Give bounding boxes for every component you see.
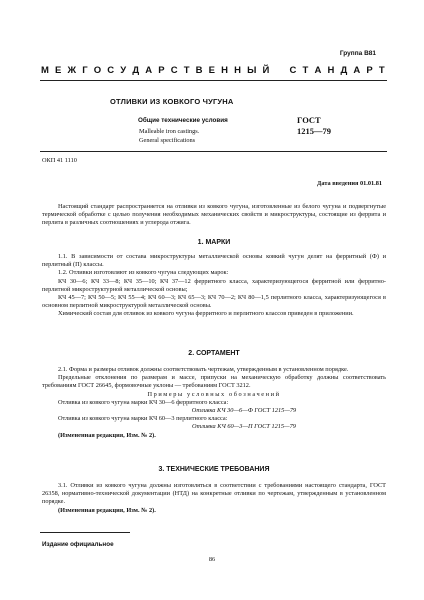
section2-edition-note: (Измененная редакция, Изм. № 2). [58, 431, 156, 439]
standard-letter: О [93, 65, 102, 76]
standard-letter: Н [221, 65, 228, 76]
standard-letter: Ы [247, 65, 257, 76]
standard-letter [275, 65, 283, 76]
section2-body [42, 366, 386, 440]
standard-letter: Р [366, 65, 373, 76]
examples-title: Примеры условных обозначений [147, 390, 281, 398]
section-heading-requirements: 3. ТЕХНИЧЕСКИЕ ТРЕБОВАНИЯ [158, 466, 270, 473]
english-title-line1: Malleable iron castings. [139, 128, 200, 135]
example-1-code: Отливка КЧ 30—6—Ф ГОСТ 1215—79 [191, 407, 297, 415]
standard-letter: С [170, 65, 178, 76]
standard-letter: Г [82, 65, 88, 76]
title-rule [40, 151, 387, 152]
top-rule [40, 80, 387, 81]
standard-letter: Т [183, 65, 190, 76]
paragraph-chem-composition: Химический состав для отливок из ковкого чугуна ферритного и перлитного классов приведен в приложении. [58, 310, 354, 318]
standard-letter: М [41, 65, 49, 76]
standard-letter: Р [158, 65, 165, 76]
paragraph-1-2: 1.2. Отливки изготовляют из ковкого чугуна следующих марок: [58, 269, 229, 277]
okp-code: ОКП 41 1110 [42, 157, 77, 164]
standard-letter: Й [262, 65, 270, 76]
document-title: ОТЛИВКИ ИЗ КОВКОГО ЧУГУНА [110, 97, 234, 106]
section3-body [42, 482, 386, 515]
standard-letter: Д [340, 65, 348, 76]
standard-letter: С [289, 65, 297, 76]
intro-date-label: Дата введения [317, 180, 359, 187]
footer-rule [40, 532, 130, 533]
example-1-text: Отливка из ковкого чугуна марки КЧ 30—6 ферритного класса: [58, 398, 229, 406]
intro-paragraph-block [42, 203, 386, 228]
standard-letter: А [145, 65, 153, 76]
page-number: 86 [208, 556, 216, 563]
standard-letter: Т [302, 65, 309, 76]
standard-letter: А [353, 65, 361, 76]
standard-letter: Н [327, 65, 335, 76]
standard-letter: Н [234, 65, 241, 76]
document-subtitle: Общие технические условия [138, 117, 228, 124]
section-heading-assortment: 2. СОРТАМЕНТ [188, 350, 240, 357]
paragraph-2-1: 2.1. Форма и размеры отливок должны соответствовать чертежам, утвержденным в установленном порядке. [58, 366, 349, 373]
example-2-text: Отливка из ковкого чугуна марки КЧ 60—3 перлитного класса: [58, 415, 228, 423]
intro-paragraph: Настоящий стандарт распространяется на отливки из ковкого чугуна, изготовленные из белого чугуна и подвергнутые термической обработке с целью получения необходимых механических свойств и микроструктуры, состоящие из феррита и перлита в различных соотношениях и углерода отжига. [42, 203, 386, 227]
standard-letter: В [195, 65, 203, 76]
group-code: Группа В81 [339, 50, 376, 57]
paragraph-grades-pearlitic: КЧ 45—7; КЧ 50—5; КЧ 55—4; КЧ 60—3; КЧ 65—3; КЧ 70—2; КЧ 80—1,5 перлитного класса, характеризующегося в основном перлитной микроструктурой металлической основы. [42, 294, 386, 310]
standard-letter: Е [55, 65, 62, 76]
example-2-code: Отливка КЧ 60—3—П ГОСТ 1215—79 [192, 423, 296, 431]
standard-letter: Т [378, 65, 385, 76]
paragraph-1-1: 1.1. В зависимости от состава микроструктуры металлической основы ковкий чугун делят на ферритный (Ф) и перлитный (П) классы. [42, 253, 386, 269]
standard-letter: А [314, 65, 322, 76]
intro-date [317, 180, 382, 187]
section1-body [42, 253, 386, 319]
section-heading-marks: 1. МАРКИ [197, 239, 231, 246]
english-title-line2: General specifications [139, 137, 196, 144]
paragraph-3-1: 3.1. Отливки из ковкого чугуна должны изготовляться в соответствии с требованиями настоящего стандарта, ГОСТ 26358, нормативно-технической документации (НТД) на конкретные отливки по чертежам, утвержденным в установленном порядке. [42, 482, 386, 506]
intro-date-value: 01.01.81 [359, 180, 382, 187]
standard-letter: Ж [67, 65, 77, 76]
paragraph-tolerances: Предельные отклонения по размерам и массе, припуски на механическую обработку должны соответствовать требованиям ГОСТ 26645, формовочные уклоны — требованиям ГОСТ 3212. [42, 374, 386, 390]
official-edition-label: Издание официальное [42, 541, 114, 548]
paragraph-grades-ferritic: КЧ 30—6; КЧ 33—8; КЧ 35—10; КЧ 37—12 ферритного класса, характеризующегося ферритной или ферритно-перлитной микроструктурной металлической основы; [42, 277, 386, 293]
standard-letter: Е [208, 65, 215, 76]
gost-label: ГОСТ [297, 115, 321, 125]
standard-banner [41, 65, 385, 76]
standard-letter: Д [132, 65, 140, 76]
standard-letter: С [107, 65, 115, 76]
standard-letter: У [120, 65, 127, 76]
gost-number: 1215—79 [297, 126, 331, 136]
section3-edition-note: (Измененная редакция, Изм. № 2). [58, 506, 156, 514]
